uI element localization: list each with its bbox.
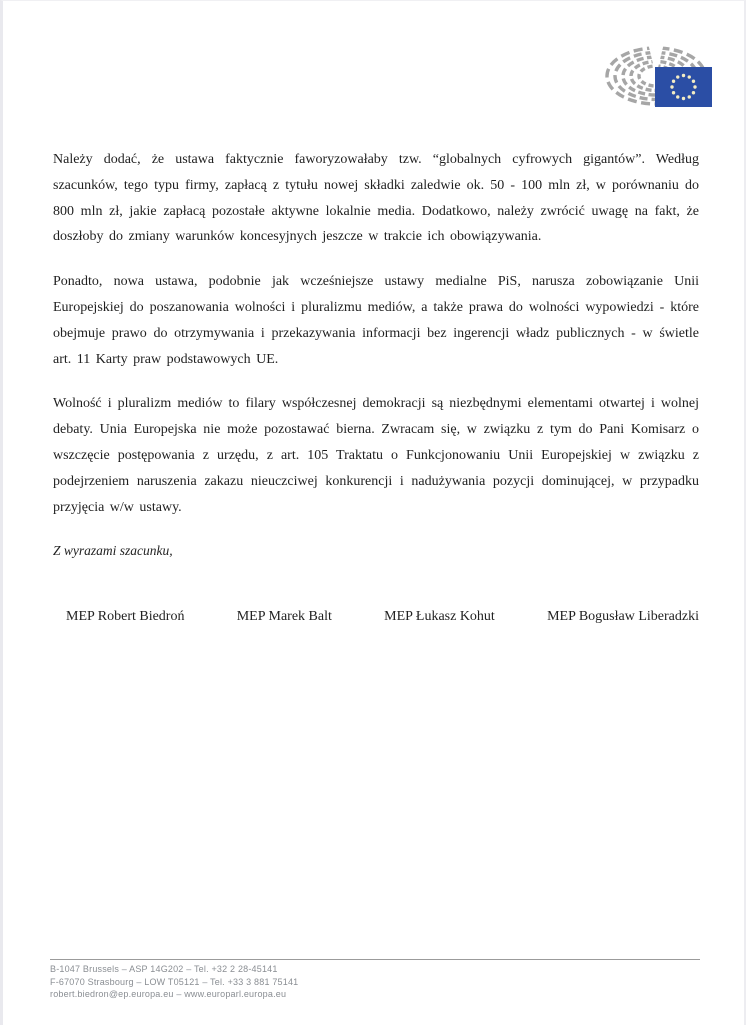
signature-mep-marek-balt: MEP Marek Balt [236,609,332,625]
letterhead-footer [50,959,700,1001]
letter-paragraph-3: Wolność i pluralizm mediów to filary współczesnej demokracji są niezbędnymi elementami otwartej i wolnej debaty. Unia Europejska nie może pozostawać bierna. Zwracam się, w związku z tym do Pani Komisarz o wszczęcie postępowania z urzędu, z art. 105 Traktatu o Funkcjonowaniu Unii Europejskiej w związku z podejrzeniem naruszenia zakazu nieuczciwej konkurencji i nadużywania pozycji dominującej, w przypadku przyjęcia w/w ustawy. [53,396,699,515]
european-parliament-logo [605,43,713,109]
footer-address-strasbourg: F-67070 Strasbourg – LOW T05121 – Tel. +33 3 881 75141 [50,976,299,987]
signature-mep-lukasz-kohut: MEP Łukasz Kohut [384,609,495,625]
letter-closing: Z wyrazami szacunku, [53,543,173,559]
letter-body [53,147,699,625]
signature-mep-robert-biedron: MEP Robert Biedroń [66,609,185,625]
hemicycle-icon [605,43,713,109]
letter-paragraph-2: Ponadto, nowa ustawa, podobnie jak wcześniejsze ustawy medialne PiS, narusza zobowiązanie Unii Europejskiej do poszanowania wolności i pluralizmu mediów, a także prawa do wolności wypowiedzi - które obejmuje prawo do otrzymywania i przekazywania informacji bez ingerencji władz publicznych - w świetle art. 11 Karty praw podstawowych UE. [53,274,699,367]
signature-row [53,609,699,625]
footer-address-brussels: B-1047 Brussels – ASP 14G202 – Tel. +32 2 28-45141 [50,964,278,974]
letter-paragraph-1: Należy dodać, że ustawa faktycznie faworyzowałaby tzw. “globalnych cyfrowych gigantów”. Według szacunków, tego typu firmy, zapłacą z tytułu nowej składki zaledwie ok. 50 - 100 mln zł, w porównaniu do 800 mln zł, jakie zapłacą pozostałe aktywne lokalnie media. Dodatkowo, należy zwrócić uwagę na fakt, że doszłoby do zmiany warunków koncesyjnych jeszcze w trakcie ich obowiązywania. [53,152,699,245]
signature-mep-boguslaw-liberadzki: MEP Bogusław Liberadzki [547,609,699,625]
footer-contact-links: robert.biedron@ep.europa.eu – www.europarl.europa.eu [50,989,287,999]
eu-flag-icon [655,67,712,107]
